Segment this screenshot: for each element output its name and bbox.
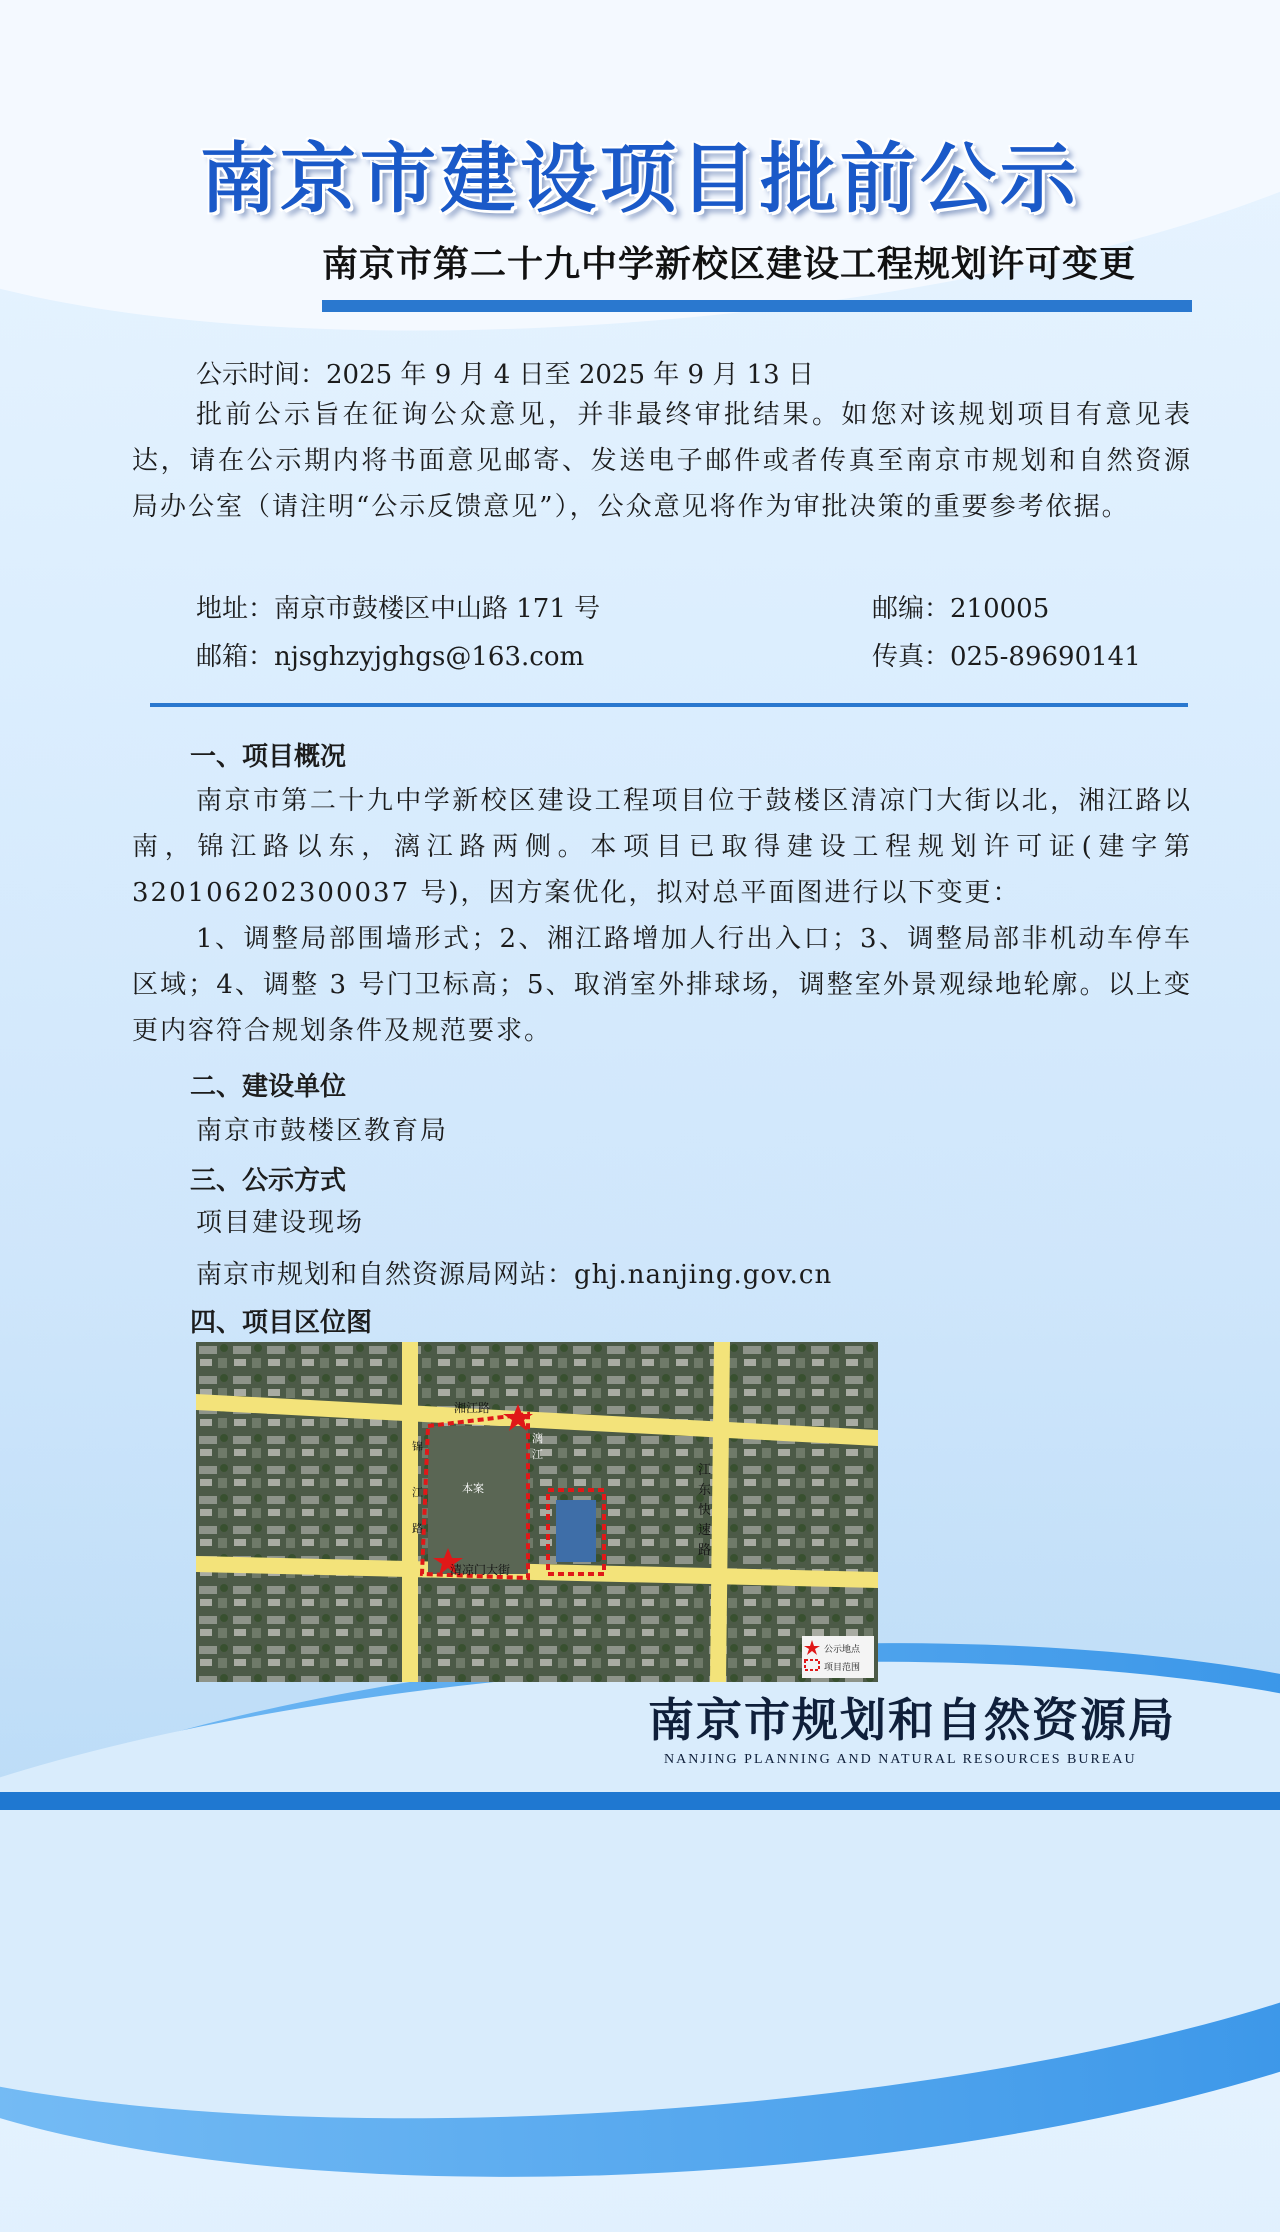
label-jinjiang3: 路 bbox=[412, 1522, 423, 1535]
aerial-imagery bbox=[196, 1342, 878, 1682]
label-xiangjiang: 湘江路 bbox=[454, 1401, 491, 1415]
email: 邮箱：njsghzyjghgs@163.com bbox=[196, 642, 585, 672]
label-lijiang: 漓 bbox=[532, 1432, 543, 1445]
label-jiangdong-5: 路 bbox=[698, 1543, 712, 1558]
road-jinjiang bbox=[402, 1342, 418, 1682]
label-jiangdong-4: 速 bbox=[698, 1523, 712, 1538]
bottom-strip bbox=[0, 1792, 1280, 1810]
label-jinjiang: 锦 bbox=[412, 1440, 423, 1453]
sub-title: 南京市第二十九中学新校区建设工程规划许可变更 bbox=[322, 243, 1137, 285]
changes-text: 1、调整局部围墙形式；2、湘江路增加人行出入口；3、调整局部非机动车停车区域；4、调整 3 号门卫标高；5、取消室外排球场，调整室外景观绿地轮廓。以上变更内容符合规划条件及规范要求。 bbox=[132, 924, 1192, 1046]
notice-time: 公示时间：2025 年 9 月 4 日至 2025 年 9 月 13 日 bbox=[196, 360, 814, 390]
address: 地址：南京市鼓楼区中山路 171 号 bbox=[196, 594, 601, 624]
label-qingliangmen: 清凉门大街 bbox=[450, 1563, 511, 1577]
unit-heading: 二、建设单位 bbox=[190, 1072, 347, 1102]
label-jiangdong-1: 江 bbox=[698, 1463, 712, 1478]
unit-text: 南京市鼓楼区教育局 bbox=[196, 1116, 449, 1146]
overview-heading: 一、项目概况 bbox=[190, 742, 347, 772]
label-jiangdong-3: 快 bbox=[698, 1503, 712, 1518]
org-name-en: NANJING PLANNING AND NATURAL RESOURCES BUREAU bbox=[664, 1752, 1137, 1767]
fax: 传真：025-89690141 bbox=[872, 642, 1141, 672]
label-project: 本案 bbox=[462, 1482, 484, 1495]
legend-range: 项目范围 bbox=[824, 1663, 861, 1673]
title-underline bbox=[322, 300, 1192, 312]
label-jiangdong-2: 东 bbox=[698, 1483, 712, 1498]
main-title: 南京市建设项目批前公示 bbox=[200, 134, 1080, 223]
location-map bbox=[196, 1342, 878, 1682]
method-heading: 三、公示方式 bbox=[190, 1166, 347, 1196]
sports-field bbox=[556, 1500, 596, 1562]
notice-intro: 批前公示旨在征询公众意见，并非最终审批结果。如您对该规划项目有意见表达，请在公示期内将书面意见邮寄、发送电子邮件或者传真至南京市规划和自然资源局办公室（请注明“公示反馈意见”），公众意见将作为审批决策的重要参考依据。 bbox=[132, 400, 1192, 522]
map-heading: 四、项目区位图 bbox=[190, 1308, 373, 1338]
method-site: 项目建设现场 bbox=[196, 1208, 365, 1238]
project-site-area bbox=[428, 1426, 528, 1574]
divider bbox=[150, 703, 1188, 707]
label-lijiang2: 江 bbox=[532, 1448, 543, 1461]
label-jinjiang2: 江 bbox=[412, 1486, 423, 1499]
legend-site: 公示地点 bbox=[824, 1645, 861, 1655]
org-name-cn: 南京市规划和自然资源局 bbox=[648, 1693, 1176, 1747]
zip-code: 邮编：210005 bbox=[872, 594, 1050, 624]
method-web: 南京市规划和自然资源局网站：ghj.nanjing.gov.cn bbox=[196, 1260, 833, 1290]
overview-text: 南京市第二十九中学新校区建设工程项目位于鼓楼区清凉门大街以北，湘江路以南，锦江路以东，漓江路两侧。本项目已取得建设工程规划许可证(建字第 320106202300037 号)，因方案优化，拟对总平面图进行以下变更： bbox=[132, 786, 1192, 908]
